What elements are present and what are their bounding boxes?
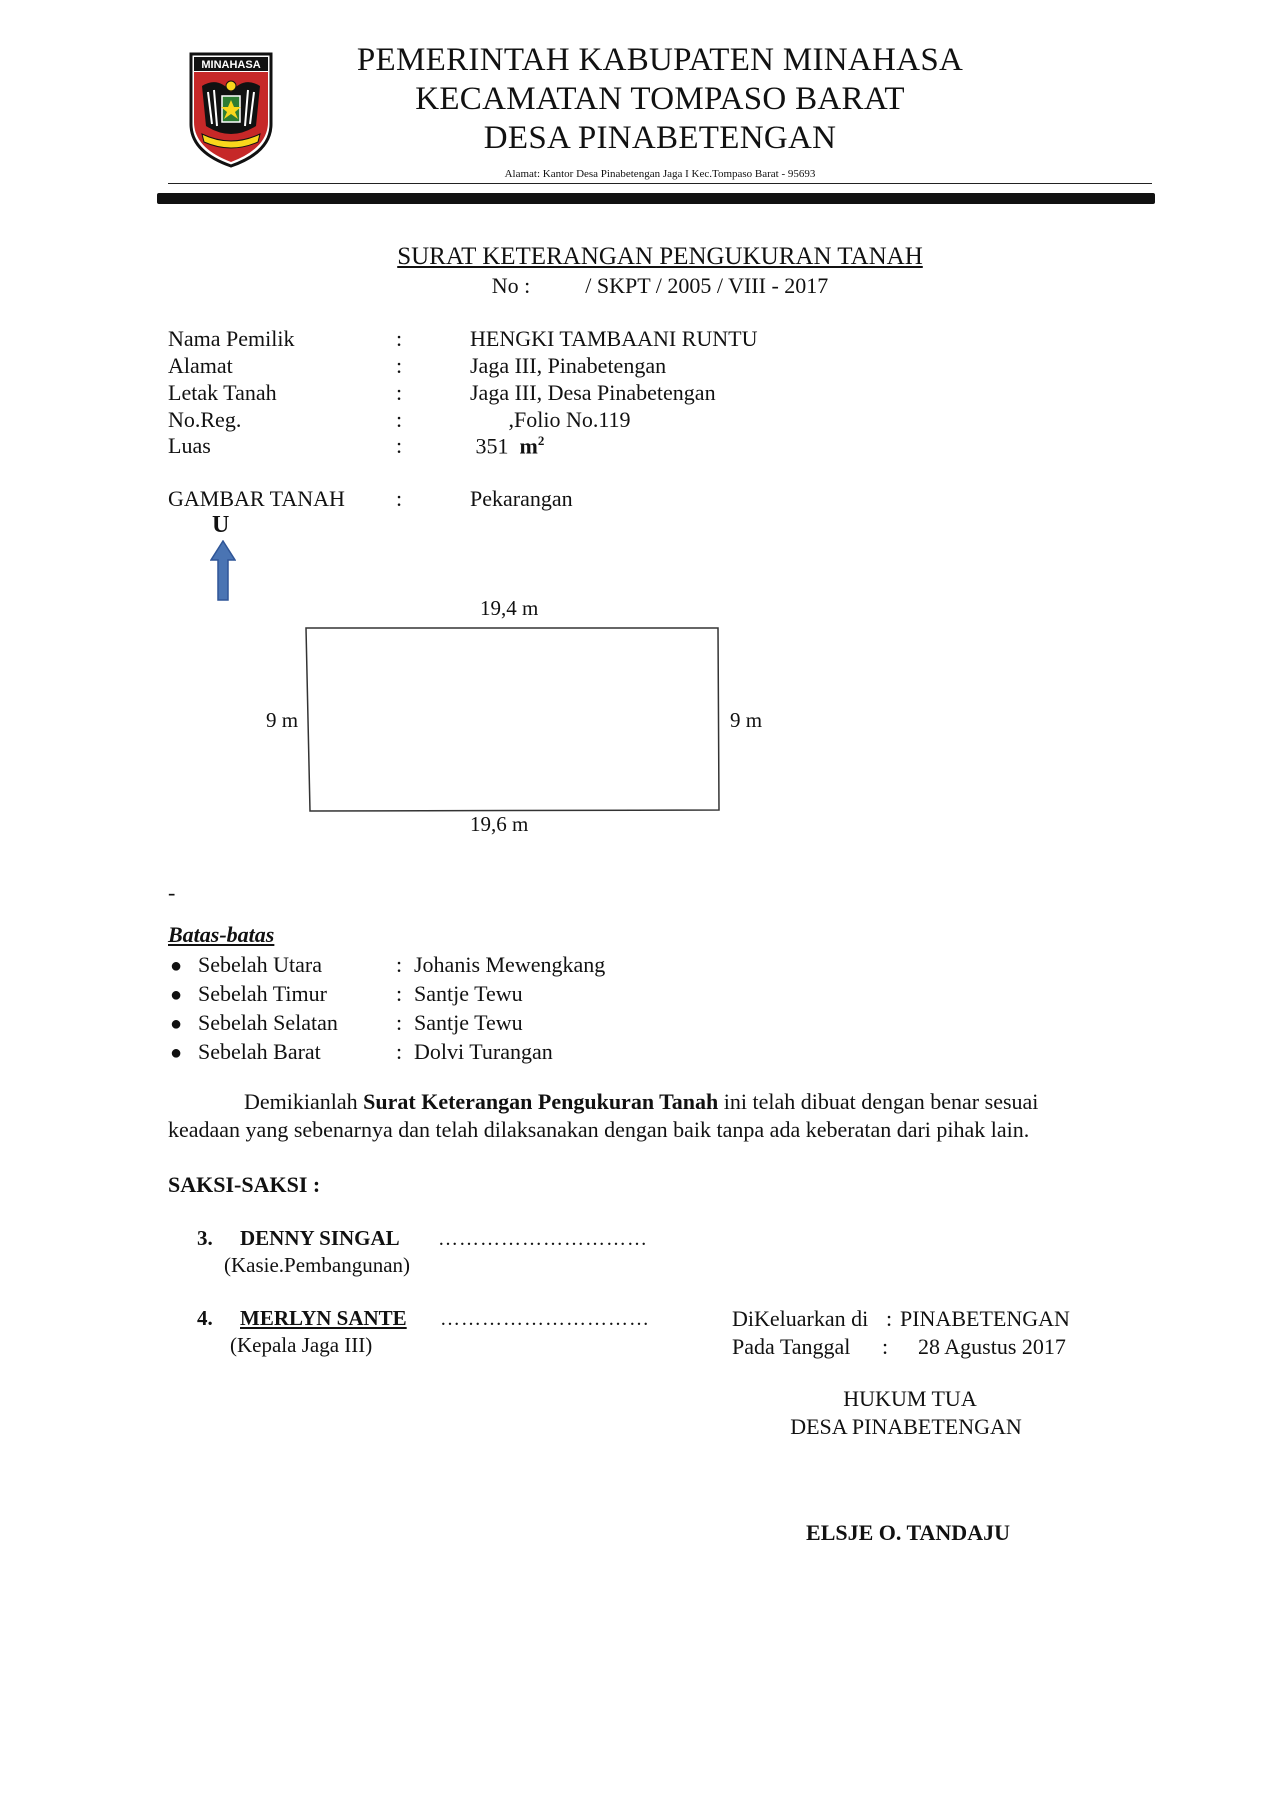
header-government: PEMERINTAH KABUPATEN MINAHASA — [356, 42, 964, 78]
witness-signature-line: ………………………… — [440, 1308, 650, 1330]
witness-name: DENNY SINGAL — [240, 1226, 400, 1250]
header-divider-thin — [168, 183, 1152, 184]
address-value: Jaga III, Pinabetengan — [470, 353, 667, 378]
bullet-icon: ● — [170, 984, 183, 1006]
boundary-west-colon: : — [396, 1039, 403, 1064]
address-colon: : — [396, 353, 403, 378]
witness-role: (Kepala Jaga III) — [230, 1333, 373, 1357]
boundary-east-colon: : — [396, 981, 403, 1006]
issued-date-label: Pada Tanggal — [732, 1334, 851, 1359]
signatory-office: DESA PINABETENGAN — [790, 1414, 1022, 1439]
north-arrow-icon — [210, 540, 236, 602]
owner-name-value: HENGKI TAMBAANI RUNTU — [470, 326, 758, 351]
land-location-colon: : — [396, 380, 403, 405]
issued-date-colon: : — [882, 1334, 889, 1359]
witnesses-title: SAKSI-SAKSI : — [168, 1172, 321, 1197]
statement-paragraph — [168, 1088, 1098, 1144]
bullet-icon: ● — [170, 955, 183, 977]
area-unit: m — [519, 433, 538, 459]
address-label: Alamat — [168, 353, 233, 378]
dash-mark: - — [168, 880, 176, 905]
land-location-value: Jaga III, Desa Pinabetengan — [470, 380, 716, 405]
area-unit-exponent: 2 — [537, 433, 545, 448]
area-value — [470, 433, 544, 459]
boundary-west-label: Sebelah Barat — [198, 1039, 321, 1064]
witness-name: MERLYN SANTE — [240, 1306, 407, 1330]
issued-date-line — [732, 1334, 1074, 1360]
dimension-bottom: 19,6 m — [470, 812, 529, 836]
header-village: DESA PINABETENGAN — [483, 120, 837, 156]
header-address: Alamat: Kantor Desa Pinabetengan Jaga I Kec.Tompaso Barat - 95693 — [504, 168, 816, 180]
registration-value: ,Folio No.119 — [470, 407, 631, 432]
north-label: U — [212, 512, 230, 538]
header-divider-thick — [157, 193, 1155, 204]
boundary-west-value: Dolvi Turangan — [414, 1039, 553, 1064]
header-district: KECAMATAN TOMPASO BARAT — [415, 81, 905, 117]
witness-number: 4. — [197, 1306, 213, 1330]
boundary-south-value: Santje Tewu — [414, 1010, 523, 1035]
bullet-icon: ● — [170, 1013, 183, 1035]
owner-name-colon: : — [396, 326, 403, 351]
land-location-label: Letak Tanah — [168, 380, 277, 405]
land-sketch-label: GAMBAR TANAH — [168, 486, 345, 511]
boundary-north-label: Sebelah Utara — [198, 952, 322, 977]
issued-place-label: DiKeluarkan di — [732, 1306, 869, 1331]
issued-place-value: PINABETENGAN — [900, 1306, 1070, 1331]
land-plot-outline — [296, 620, 736, 820]
witness-number: 3. — [197, 1226, 213, 1250]
area-label: Luas — [168, 433, 211, 458]
dimension-right: 9 m — [730, 708, 763, 732]
regency-logo — [188, 52, 274, 168]
land-sketch-colon: : — [396, 486, 403, 511]
signatory-title: HUKUM TUA — [843, 1386, 977, 1411]
statement-part2: ini telah dibuat dengan benar sesuai keadaan yang sebenarnya dan telah dilaksanakan dengan baik tanpa ada keberatan dari pihak lain. — [168, 1089, 1039, 1142]
registration-colon: : — [396, 407, 403, 432]
logo-text: MINAHASA — [201, 59, 261, 71]
dimension-top: 19,4 m — [480, 596, 539, 620]
boundary-south-colon: : — [396, 1010, 403, 1035]
witness-role: (Kasie.Pembangunan) — [224, 1253, 411, 1277]
statement-bold: Surat Keterangan Pengukuran Tanah — [363, 1089, 719, 1114]
witness-signature-line: ………………………… — [438, 1228, 648, 1250]
area-number: 351 — [470, 433, 520, 459]
document-title: SURAT KETERANGAN PENGUKURAN TANAH — [397, 243, 923, 270]
boundary-east-label: Sebelah Timur — [198, 981, 327, 1006]
signatory-name: ELSJE O. TANDAJU — [806, 1520, 1010, 1545]
boundary-north-colon: : — [396, 952, 403, 977]
registration-label: No.Reg. — [168, 407, 242, 432]
land-sketch-value: Pekarangan — [470, 486, 573, 511]
document-number: No : / SKPT / 2005 / VIII - 2017 — [491, 273, 829, 298]
bullet-icon: ● — [170, 1042, 183, 1064]
statement-part1: Demikianlah — [244, 1089, 364, 1114]
owner-name-label: Nama Pemilik — [168, 326, 295, 351]
boundaries-title: Batas-batas — [168, 922, 275, 947]
boundary-east-value: Santje Tewu — [414, 981, 523, 1006]
issued-place-colon: : — [886, 1306, 893, 1331]
boundary-south-label: Sebelah Selatan — [198, 1010, 338, 1035]
area-colon: : — [396, 433, 403, 458]
issued-date-value: 28 Agustus 2017 — [918, 1334, 1066, 1359]
boundary-north-value: Johanis Mewengkang — [414, 952, 606, 977]
dimension-left: 9 m — [266, 708, 299, 732]
